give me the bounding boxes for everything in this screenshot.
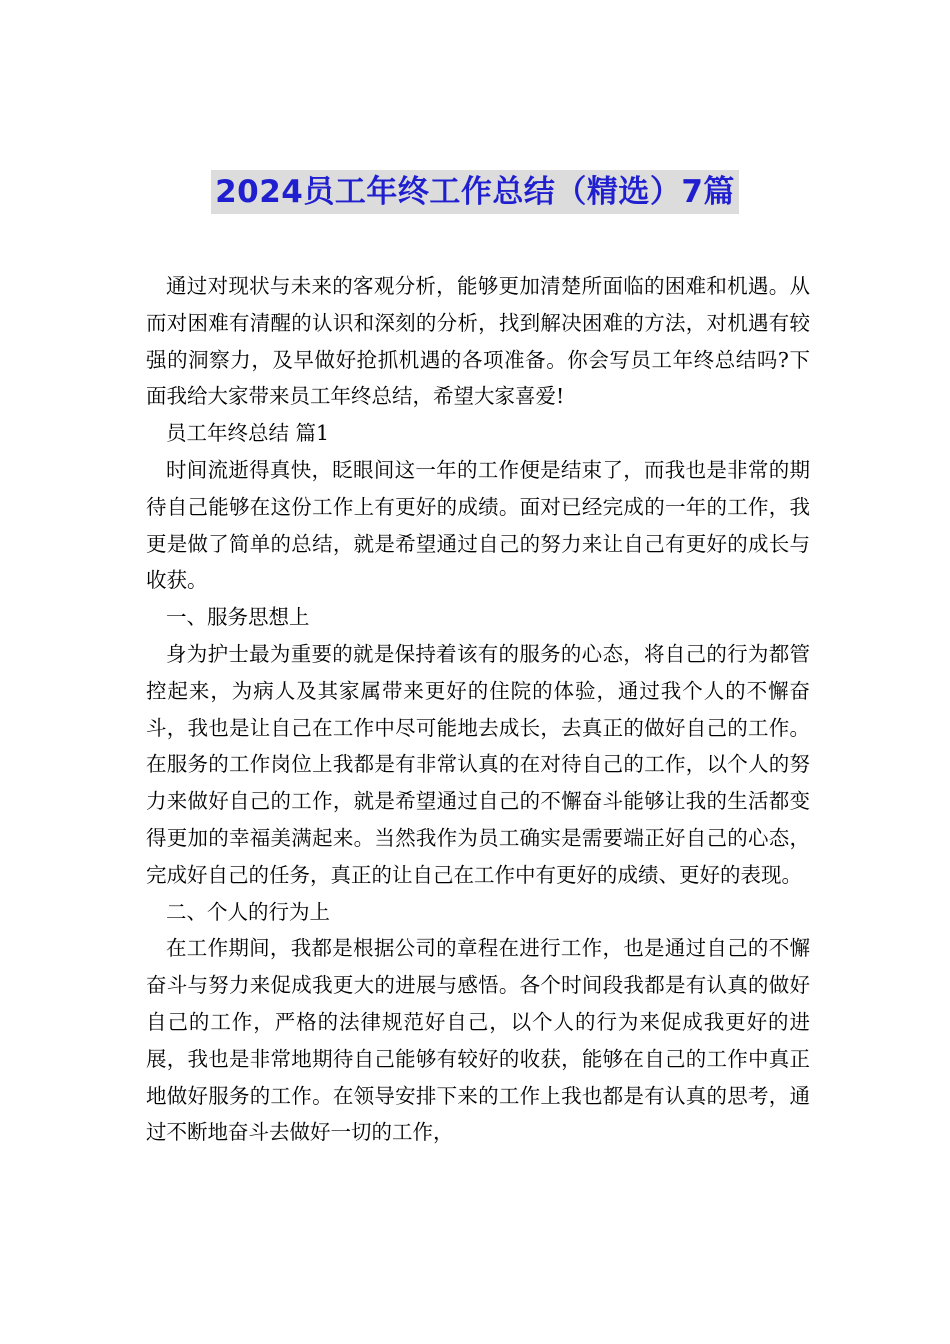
body-paragraph: 时间流逝得真快，眨眼间这一年的工作便是结束了，而我也是非常的期待自己能够在这份工作上有更好的成绩。面对已经完成的一年的工作，我更是做了简单的总结，就是希望通过自己的努力来让自己有更好的成长与收获。: [146, 457, 810, 593]
subheading-personal-conduct: 二、个人的行为上: [166, 899, 330, 924]
body-paragraph: 身为护士最为重要的就是保持着该有的服务的心态，将自己的行为都管控起来，为病人及其家属带来更好的住院的体验，通过我个人的不懈奋斗，我也是让自己在工作中尽可能地去成长，去真正的做好自己的工作。在服务的工作岗位上我都是有非常认真的在对待自己的工作，以个人的努力来做好自己的工作，就是希望通过自己的不懈奋斗能够让我的生活都变得更加的幸福美满起来。当然我作为员工确实是需要端正好自己的心态，完成好自己的任务，真正的让自己在工作中有更好的成绩、更好的表现。: [146, 641, 810, 887]
document-body: [146, 268, 810, 1151]
title-container: [0, 170, 950, 214]
subheading-service-thought: 一、服务思想上: [166, 605, 310, 630]
intro-paragraph: 通过对现状与未来的客观分析，能够更加清楚所面临的困难和机遇。从而对困难有清醒的认识和深刻的分析，找到解决困难的方法，对机遇有较强的洞察力，及早做好抢抓机遇的各项准备。你会写员工年终总结吗?下面我给大家带来员工年终总结，希望大家喜爱!: [146, 274, 810, 409]
document-title: 2024员工年终工作总结（精选）7篇: [211, 170, 739, 214]
section-heading-article-1: 员工年终总结 篇1: [166, 421, 330, 446]
body-paragraph: 在工作期间，我都是根据公司的章程在进行工作，也是通过自己的不懈奋斗与努力来促成我更大的进展与感悟。各个时间段我都是有认真的做好自己的工作，严格的法律规范好自己，以个人的行为来促成我更好的进展，我也是非常地期待自己能够有较好的收获，能够在自己的工作中真正地做好服务的工作。在领导安排下来的工作上我也都是有认真的思考，通过不断地奋斗去做好一切的工作，: [146, 936, 810, 1145]
